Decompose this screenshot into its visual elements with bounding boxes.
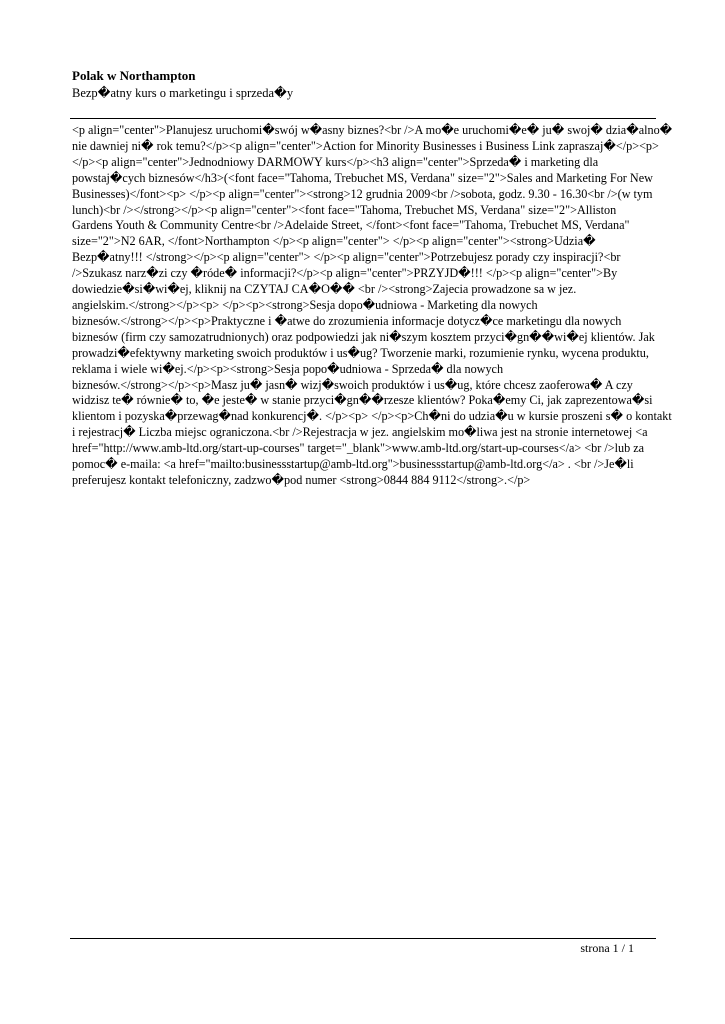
footer-divider <box>70 938 656 939</box>
body-line: />Szukasz narz�zi czy �róde� informacji?</p><p align="center">PRZYJD�!!! </p><p align="center">By <box>72 266 618 281</box>
body-line: preferujesz kontakt telefoniczny, zadzwo�pod numer <strong>0844 884 9112</strong>.</p> <box>72 472 531 487</box>
body-line: prowadzi�efektywny marketing swoich produktów i us�ug? Tworzenie marki, rozumienie rynku, wycena produktu, <box>72 345 649 360</box>
body-line: widzisz te� równie� to, �e jeste� w stanie przyci�gn��rzesze klientów? Poka�emy Ci, jak zaprezentowa�si <box>72 393 653 408</box>
body-line: biznesów.</strong></p><p>Masz ju� jasn� wizj�swoich produktów i us�ug, które chcesz zaoferowa� A czy <box>72 377 633 392</box>
body-line: biznesów (firm czy samozatrudnionych) oraz podpowiedzi jak ni�szym kosztem przyci�gn��wi�ej klientów. Jak <box>72 329 655 344</box>
body-line: reklama i wiele wi�ej.</p><p><strong>Sesja popo�udniowa - Sprzeda� dla nowych <box>72 361 504 376</box>
body-line: Businesses)</font><p> </p><p align="center"><strong>12 grudnia 2009<br />sobota, godz. 9.30 - 16.30<br />(w tym <box>72 186 653 201</box>
body-line: klientom i pozyska�przewag�nad konkurencj�. </p><p> </p><p>Ch�ni do udzia�u w kursie proszeni s� o kontakt <box>72 409 672 424</box>
body-line: lunch)<br /></strong></p><p align="center"><font face="Tahoma, Trebuchet MS, Verdana" size="2">Alliston <box>72 202 617 217</box>
body-line: dowiedzie�si�wi�ej, kliknij na CZYTAJ CA�O�� <br /><strong>Zajecia prowadzone sa w jez. <box>72 282 577 297</box>
article-body <box>72 123 673 489</box>
header-divider <box>70 118 656 119</box>
body-line: href="http://www.amb-ltd.org/start-up-courses" target="_blank">www.amb-ltd.org/start-up-courses</a> <br />lub za <box>72 441 645 456</box>
body-line: </p><p align="center">Jednodniowy DARMOWY kurs</p><h3 align="center">Sprzeda� i marketing dla <box>72 154 599 169</box>
body-line: Gardens Youth & Community Centre<br />Adelaide Street, </font><font face="Tahoma, Trebuchet MS, Verdana" <box>72 218 630 233</box>
body-line: Bezp�atny!!! </strong></p><p align="center"> </p><p align="center">Potrzebujesz porady czy inspiracji?<br <box>72 250 621 265</box>
body-line: i rejestracj� Liczba miejsc ograniczona.<br />Rejestracja w jez. angielskim mo�liwa jest na stronie internetowej <a <box>72 425 648 440</box>
body-line: pomoc� e-maila: <a href="mailto:businessstartup@amb-ltd.org">businessstartup@amb-ltd.org</a> . <br />Je�li <box>72 457 634 472</box>
page-title: Polak w Northampton <box>72 68 196 83</box>
page-number: strona 1 / 1 <box>580 941 634 955</box>
page-header <box>72 68 656 101</box>
body-line: powstaj�cych biznesów</h3>(<font face="Tahoma, Trebuchet MS, Verdana" size="2">Sales and Marketing For New <box>72 170 653 185</box>
body-line: <p align="center">Planujesz uruchomi�swój w�asny biznes?<br />A mo�e uruchomi�e� ju� swoj� dzia�alno� <box>72 123 673 137</box>
body-line: angielskim.</strong></p><p> </p><p><strong>Sesja dopo�udniowa - Marketing dla nowych <box>72 297 538 312</box>
page-subtitle: Bezp�atny kurs o marketingu i sprzeda�y <box>72 86 294 100</box>
body-line: nie dawniej ni� rok temu?</p><p align="center">Action for Minority Businesses i Business Link zapraszaj�</p><p> <box>72 138 659 153</box>
body-line: size="2">N2 6AR, </font>Northampton </p><p align="center"> </p><p align="center"><strong>Udzia� <box>72 234 596 249</box>
body-line: biznesów.</strong></p><p>Praktyczne i �atwe do zrozumienia informacje dotycz�ce marketingu dla nowych <box>72 313 622 328</box>
